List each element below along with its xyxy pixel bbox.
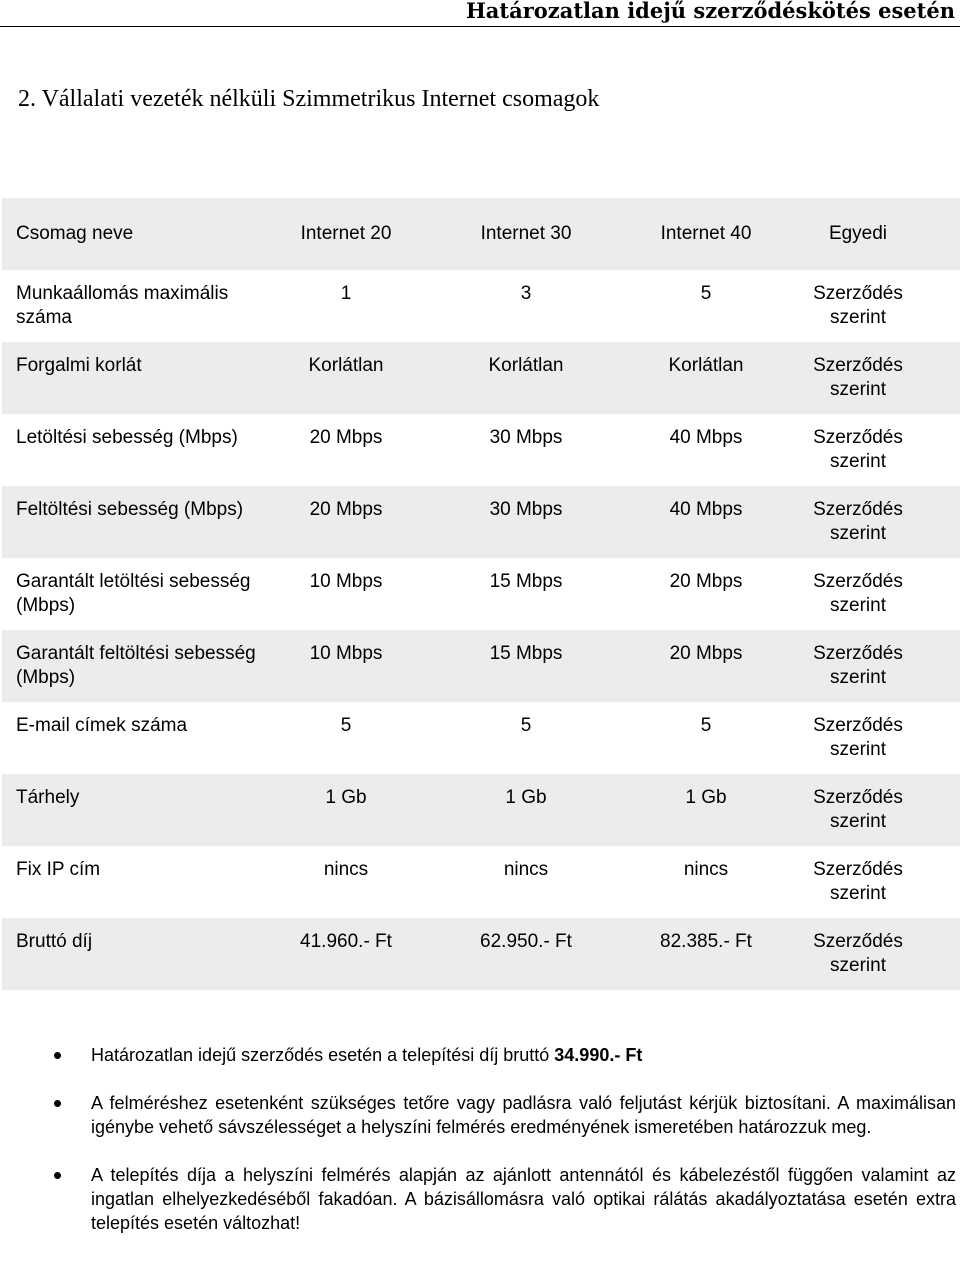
table-cell bbox=[796, 630, 960, 702]
row-label bbox=[2, 774, 256, 846]
cell-value: Korlátlan bbox=[668, 355, 744, 376]
row-label bbox=[2, 414, 256, 486]
table-cell bbox=[616, 558, 796, 630]
cell-value: 40 Mbps bbox=[669, 427, 743, 448]
table-cell bbox=[436, 846, 616, 918]
table-cell bbox=[616, 414, 796, 486]
table-cell bbox=[616, 630, 796, 702]
table-cell bbox=[796, 414, 960, 486]
table-cell bbox=[436, 774, 616, 846]
note-text: Határozatlan idejű szerződés esetén a telepítési díj bruttó bbox=[91, 1045, 555, 1065]
table-cell bbox=[256, 630, 436, 702]
cell-value: nincs bbox=[503, 859, 549, 880]
table-row bbox=[2, 630, 960, 702]
cell-value: Szerződés szerint bbox=[813, 571, 903, 616]
table-cell bbox=[616, 846, 796, 918]
cell-value: Internet 20 bbox=[300, 223, 392, 244]
table-cell bbox=[256, 198, 436, 270]
cell-value: Szerződés szerint bbox=[813, 283, 903, 328]
page-header bbox=[0, 0, 960, 27]
cell-value: Szerződés szerint bbox=[813, 427, 903, 472]
row-label-text: Feltöltési sebesség (Mbps) bbox=[16, 499, 244, 520]
table-cell bbox=[796, 270, 960, 342]
cell-value: 5 bbox=[700, 715, 712, 736]
table-cell bbox=[256, 558, 436, 630]
cell-value: 82.385.- Ft bbox=[660, 931, 752, 952]
section-title: 2. Vállalati vezeték nélküli Szimmetrikus Internet csomagok bbox=[18, 86, 600, 112]
table-cell bbox=[256, 702, 436, 774]
note-item-installation-fee bbox=[91, 1043, 956, 1067]
note-text: A telepítés díja a helyszíni felmérés alapján az ajánlott antennától és kábelezéstől függően valamint az ingatlan elhelyezkedéséből fakadóan. A bázisállomásra való optikai rálátás akadályoztatása esetén extra telepítés esetén változhat! bbox=[91, 1165, 956, 1233]
table-row bbox=[2, 342, 960, 414]
bullet-icon bbox=[54, 1052, 61, 1059]
table-cell bbox=[796, 486, 960, 558]
note-item-installation-cost bbox=[91, 1163, 956, 1235]
table-row bbox=[2, 486, 960, 558]
table-cell bbox=[616, 486, 796, 558]
table-cell bbox=[616, 918, 796, 990]
table-row bbox=[2, 414, 960, 486]
row-label-text: Fix IP cím bbox=[16, 859, 101, 880]
cell-value: 5 bbox=[700, 283, 712, 304]
table-cell bbox=[796, 702, 960, 774]
table-cell bbox=[256, 918, 436, 990]
table-row bbox=[2, 846, 960, 918]
cell-value: 1 Gb bbox=[505, 787, 547, 808]
row-label-text: E-mail címek száma bbox=[16, 715, 188, 736]
row-label-text: Bruttó díj bbox=[16, 931, 93, 952]
cell-value: 1 Gb bbox=[325, 787, 367, 808]
row-label-text: Garantált letöltési sebesség (Mbps) bbox=[16, 571, 251, 616]
cell-value: 15 Mbps bbox=[489, 643, 563, 664]
row-label bbox=[2, 630, 256, 702]
package-table bbox=[2, 198, 960, 990]
table-cell bbox=[796, 558, 960, 630]
row-label-text: Letöltési sebesség (Mbps) bbox=[16, 427, 238, 448]
cell-value: Korlátlan bbox=[308, 355, 384, 376]
cell-value: 15 Mbps bbox=[489, 571, 563, 592]
header-title: Határozatlan idejű szerződéskötés esetén bbox=[465, 0, 955, 23]
cell-value: 30 Mbps bbox=[489, 427, 563, 448]
table-cell bbox=[616, 774, 796, 846]
cell-value: 3 bbox=[520, 283, 532, 304]
cell-value: Egyedi bbox=[828, 223, 888, 244]
table-cell bbox=[256, 414, 436, 486]
cell-value: 5 bbox=[520, 715, 532, 736]
cell-value: Internet 30 bbox=[480, 223, 572, 244]
row-label bbox=[2, 846, 256, 918]
table-cell bbox=[796, 846, 960, 918]
cell-value: 1 Gb bbox=[685, 787, 727, 808]
cell-value: Szerződés szerint bbox=[813, 499, 903, 544]
row-label-text: Tárhely bbox=[16, 787, 80, 808]
table-cell bbox=[796, 198, 960, 270]
cell-value: Szerződés szerint bbox=[813, 355, 903, 400]
table-row bbox=[2, 918, 960, 990]
cell-value: 41.960.- Ft bbox=[300, 931, 392, 952]
cell-value: 20 Mbps bbox=[309, 499, 383, 520]
row-label bbox=[2, 702, 256, 774]
cell-value: 62.950.- Ft bbox=[480, 931, 572, 952]
table-cell bbox=[796, 342, 960, 414]
table-cell bbox=[256, 774, 436, 846]
cell-value: nincs bbox=[323, 859, 369, 880]
table-row bbox=[2, 270, 960, 342]
cell-value: Szerződés szerint bbox=[813, 931, 903, 976]
table-cell bbox=[436, 918, 616, 990]
table-cell bbox=[616, 270, 796, 342]
table-cell bbox=[616, 702, 796, 774]
cell-value: 30 Mbps bbox=[489, 499, 563, 520]
row-label-text: Munkaállomás maximális száma bbox=[16, 283, 229, 328]
table-cell bbox=[796, 918, 960, 990]
cell-value: nincs bbox=[683, 859, 729, 880]
table-cell bbox=[256, 486, 436, 558]
table-cell bbox=[796, 774, 960, 846]
cell-value: 20 Mbps bbox=[669, 571, 743, 592]
cell-value: Korlátlan bbox=[488, 355, 564, 376]
note-item-survey-access bbox=[91, 1091, 956, 1139]
bullet-icon bbox=[54, 1172, 61, 1179]
row-label-text: Forgalmi korlát bbox=[16, 355, 142, 376]
table-cell bbox=[436, 414, 616, 486]
table-cell bbox=[436, 558, 616, 630]
cell-value: 20 Mbps bbox=[309, 427, 383, 448]
row-label-text: Csomag neve bbox=[16, 223, 134, 244]
row-label-text: Garantált feltöltési sebesség (Mbps) bbox=[16, 643, 256, 688]
installation-fee-amount: 34.990.- Ft bbox=[554, 1045, 643, 1065]
cell-value: Szerződés szerint bbox=[813, 787, 903, 832]
row-label bbox=[2, 198, 256, 270]
table-cell bbox=[436, 630, 616, 702]
table-row bbox=[2, 702, 960, 774]
cell-value: 20 Mbps bbox=[669, 643, 743, 664]
table-cell bbox=[256, 846, 436, 918]
cell-value: 5 bbox=[340, 715, 352, 736]
cell-value: Internet 40 bbox=[660, 223, 752, 244]
row-label bbox=[2, 918, 256, 990]
bullet-icon bbox=[54, 1100, 61, 1107]
cell-value: Szerződés szerint bbox=[813, 715, 903, 760]
table-header-row bbox=[2, 198, 960, 270]
cell-value: 10 Mbps bbox=[309, 571, 383, 592]
cell-value: 1 bbox=[340, 283, 352, 304]
table-cell bbox=[436, 486, 616, 558]
table-cell bbox=[616, 342, 796, 414]
table-cell bbox=[436, 702, 616, 774]
table-row bbox=[2, 774, 960, 846]
table-row bbox=[2, 558, 960, 630]
table-cell bbox=[256, 270, 436, 342]
note-text: A felméréshez esetenként szükséges tetőre vagy padlásra való feljutást kérjük biztosítani. A maximálisan igénybe vehető sávszélességet a helyszíni felmérés eredményének ismeretében határozzuk meg. bbox=[91, 1093, 956, 1137]
cell-value: Szerződés szerint bbox=[813, 643, 903, 688]
table-cell bbox=[436, 270, 616, 342]
row-label bbox=[2, 558, 256, 630]
table-cell bbox=[616, 198, 796, 270]
table-cell bbox=[436, 342, 616, 414]
cell-value: 10 Mbps bbox=[309, 643, 383, 664]
row-label bbox=[2, 270, 256, 342]
row-label bbox=[2, 486, 256, 558]
cell-value: 40 Mbps bbox=[669, 499, 743, 520]
table-cell bbox=[256, 342, 436, 414]
row-label bbox=[2, 342, 256, 414]
table-cell bbox=[436, 198, 616, 270]
notes-list bbox=[91, 1043, 956, 1259]
cell-value: Szerződés szerint bbox=[813, 859, 903, 904]
